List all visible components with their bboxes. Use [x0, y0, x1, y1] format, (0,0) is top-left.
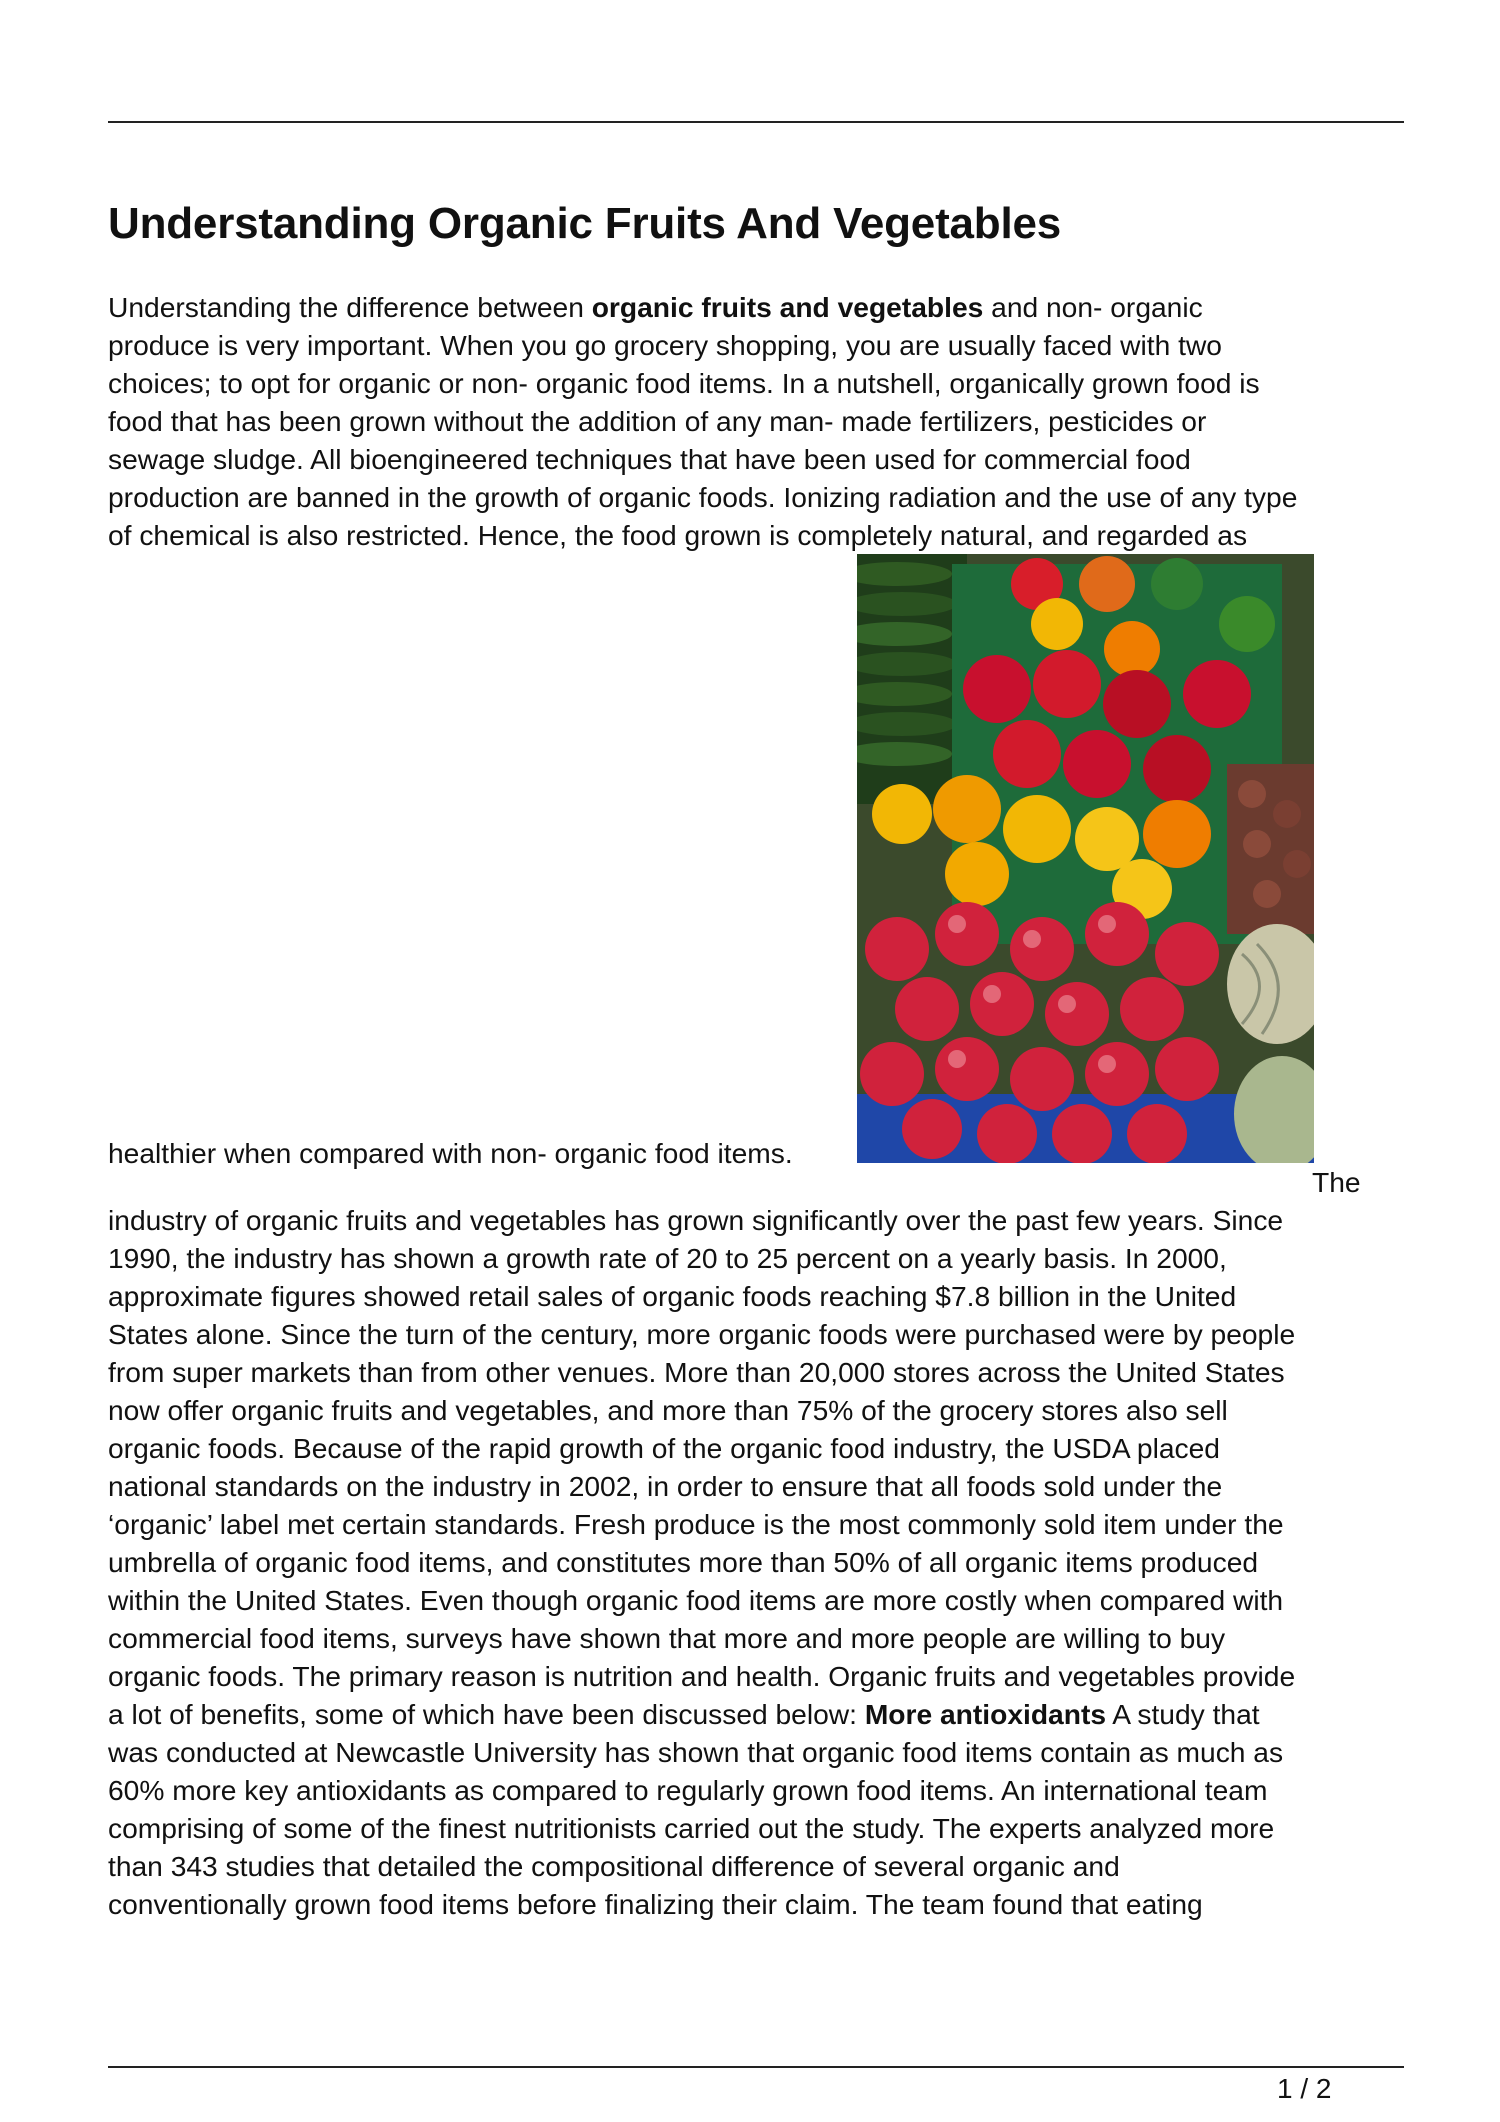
body-line: produce is very important. When you go grocery shopping, you are usually faced with two [108, 329, 1222, 361]
body-line: from super markets than from other venues. More than 20,000 stores across the United States [108, 1356, 1285, 1388]
produce-photo [857, 554, 1314, 1163]
page-number: 1 / 2 [1277, 2073, 1332, 2104]
body-line: choices; to opt for organic or non- organic food items. In a nutshell, organically grown food is [108, 367, 1260, 399]
body-line: production are banned in the growth of organic foods. Ionizing radiation and the use of any type [108, 481, 1298, 513]
body-line: The [1312, 1166, 1361, 1198]
body-line: within the United States. Even though organic food items are more costly when compared with [108, 1584, 1284, 1616]
body-line: 60% more key antioxidants as compared to regularly grown food items. An international team [108, 1774, 1268, 1806]
body-line: national standards on the industry in 2002, in order to ensure that all foods sold under the [108, 1470, 1223, 1502]
body-line: Understanding the difference between organic fruits and vegetables and non- organic [108, 291, 1203, 323]
body-line: food that has been grown without the addition of any man- made fertilizers, pesticides or [108, 405, 1207, 437]
body-line: was conducted at Newcastle University has shown that organic food items contain as much as [108, 1736, 1284, 1768]
body-line: umbrella of organic food items, and constitutes more than 50% of all organic items produced [108, 1546, 1259, 1578]
bold-keyword: More antioxidants [864, 1698, 1107, 1730]
body-line: organic foods. Because of the rapid growth of the organic food industry, the USDA placed [108, 1432, 1220, 1464]
body-line: approximate figures showed retail sales of organic foods reaching $7.8 billion in the United [108, 1280, 1237, 1312]
body-line: organic foods. The primary reason is nutrition and health. Organic fruits and vegetables provide [108, 1660, 1296, 1692]
bold-keyword: organic fruits and vegetables [591, 291, 984, 323]
body-line: now offer organic fruits and vegetables, and more than 75% of the grocery stores also sell [108, 1394, 1228, 1426]
body-line: of chemical is also restricted. Hence, the food grown is completely natural, and regarded as [108, 519, 1248, 551]
body-line: 1990, the industry has shown a growth rate of 20 to 25 percent on a yearly basis. In 2000, [108, 1242, 1227, 1274]
body-line: comprising of some of the finest nutritionists carried out the study. The experts analyzed more [108, 1812, 1275, 1844]
page-title: Understanding Organic Fruits And Vegetables [108, 199, 1062, 248]
footer-rule [108, 2066, 1404, 2068]
body-line: than 343 studies that detailed the compositional difference of several organic and [108, 1850, 1120, 1882]
body-line: conventionally grown food items before finalizing their claim. The team found that eating [108, 1888, 1203, 1920]
body-line: States alone. Since the turn of the century, more organic foods were purchased were by people [108, 1318, 1296, 1350]
body-line: ‘organic’ label met certain standards. Fresh produce is the most commonly sold item under the [108, 1508, 1284, 1540]
body-line: sewage sludge. All bioengineered techniques that have been used for commercial food [108, 443, 1191, 475]
body-line: healthier when compared with non- organic food items. [108, 1137, 793, 1169]
body-line: commercial food items, surveys have shown that more and more people are willing to buy [108, 1622, 1226, 1654]
body-line: a lot of benefits, some of which have been discussed below: More antioxidants A study that [108, 1698, 1260, 1730]
header-rule [108, 121, 1404, 123]
body-line: industry of organic fruits and vegetables has grown significantly over the past few years. Since [108, 1204, 1284, 1236]
